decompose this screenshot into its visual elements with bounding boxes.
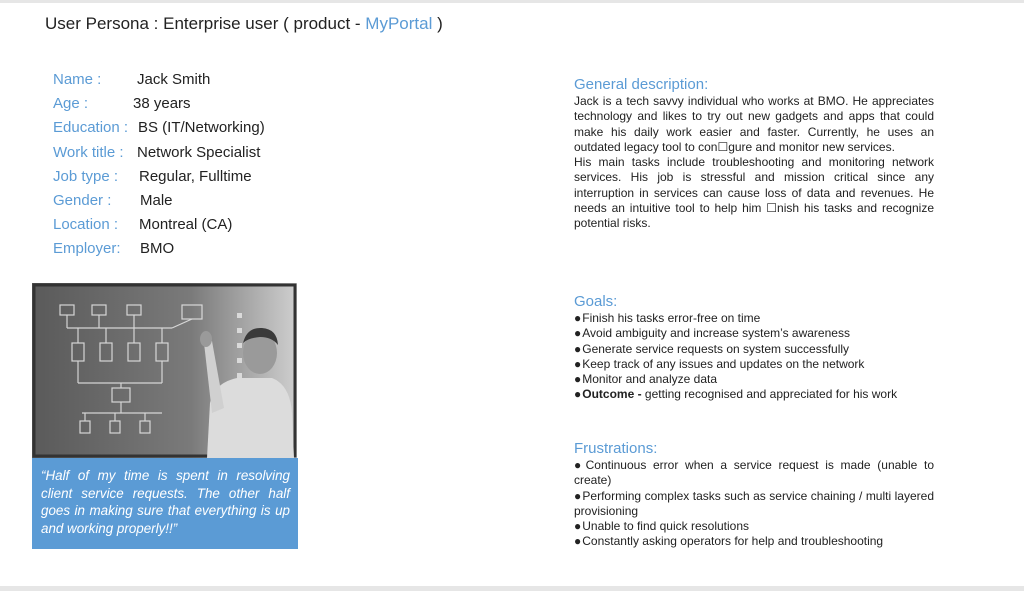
- list-item: ●Constantly asking operators for help and troubleshooting: [574, 534, 884, 549]
- bullet-icon: ●: [574, 488, 582, 503]
- profile-value: 38 years: [133, 95, 191, 113]
- profile-label: Work title :: [53, 143, 124, 161]
- profile-value: Jack Smith: [137, 71, 211, 88]
- profile-label: Education :: [53, 119, 129, 137]
- list-item: ●Finish his tasks error-free on time: [574, 311, 761, 325]
- bullet-icon: ●: [574, 387, 582, 402]
- profile-value: Regular, Fulltime: [139, 167, 252, 185]
- profile-label: Employer:: [53, 240, 121, 258]
- profile-value: Network Specialist: [137, 143, 261, 161]
- profile-value: Montreal (CA): [139, 216, 233, 234]
- product-name: MyPortal: [365, 14, 433, 33]
- list-item: ●Keep track of any issues and updates on the network: [574, 356, 865, 371]
- profile-value: BMO: [140, 240, 175, 258]
- bullet-icon: ●: [574, 372, 582, 387]
- goals-section: [574, 293, 934, 403]
- profile-label: Job type :: [53, 167, 119, 185]
- general-description-section: [574, 76, 934, 232]
- list-item: ●Generate service requests on system successfully: [574, 341, 850, 356]
- profile-value: BS (IT/Networking): [138, 119, 265, 137]
- title-prefix: User Persona : Enterprise user ( product -: [45, 14, 366, 33]
- list-item: ●Unable to find quick resolutions: [574, 519, 750, 534]
- profile-label: Name :: [53, 71, 102, 88]
- frustrations-list: [574, 458, 934, 550]
- goals-heading: Goals:: [574, 293, 618, 310]
- list-item: ●Avoid ambiguity and increase system’s awareness: [574, 326, 850, 341]
- list-item: ●Performing complex tasks such as service chaining / multi layered provisioning: [574, 488, 935, 518]
- bullet-icon: ●: [574, 519, 582, 534]
- bullet-icon: ●: [574, 311, 582, 325]
- profile-value: Male: [140, 191, 173, 209]
- outcome-label: Outcome -: [582, 387, 642, 402]
- list-item-outcome: [574, 387, 934, 402]
- general-description-para1: Jack is a tech savvy individual who works at BMO. He appreciates technology and likes to try out new gadgets and apps that could make his daily work easier and faster. Currently, he uses an outdated legacy tool to con☐gure and monitor new services.: [574, 94, 934, 154]
- general-description-heading: General description:: [574, 76, 709, 93]
- general-description-para2: His main tasks include troubleshooting and monitoring network services. His job is stressful and mission critical since any interruption in services can cause loss of data and revenues. He needs an intuitive tool to help him ☐nish his tasks and recognize potential risks.: [574, 155, 934, 231]
- list-item: ●Continuous error when a service request is made (unable to create): [574, 458, 934, 488]
- title-suffix: ): [432, 14, 443, 33]
- bullet-icon: ●: [574, 458, 585, 472]
- persona-photo: [32, 283, 297, 458]
- outcome-text: getting recognised and appreciated for his work: [641, 387, 898, 402]
- bullet-icon: ●: [574, 534, 582, 549]
- bottom-divider: [0, 586, 1024, 591]
- profile-label: Age :: [53, 95, 89, 113]
- page-title: [45, 14, 443, 34]
- frustrations-section: [574, 440, 934, 550]
- list-item: ●Monitor and analyze data: [574, 372, 718, 387]
- goals-list: [574, 311, 934, 403]
- profile-label: Gender :: [53, 191, 112, 209]
- bullet-icon: ●: [574, 356, 582, 371]
- persona-quote: “Half of my time is spent in resolving client service requests. The other half goes in making sure that everything is up and working properly!!”: [32, 458, 298, 549]
- frustrations-heading: Frustrations:: [574, 440, 658, 457]
- profile-label: Location :: [53, 216, 119, 234]
- top-divider: [0, 0, 1024, 3]
- bullet-icon: ●: [574, 341, 582, 356]
- bullet-icon: ●: [574, 326, 582, 341]
